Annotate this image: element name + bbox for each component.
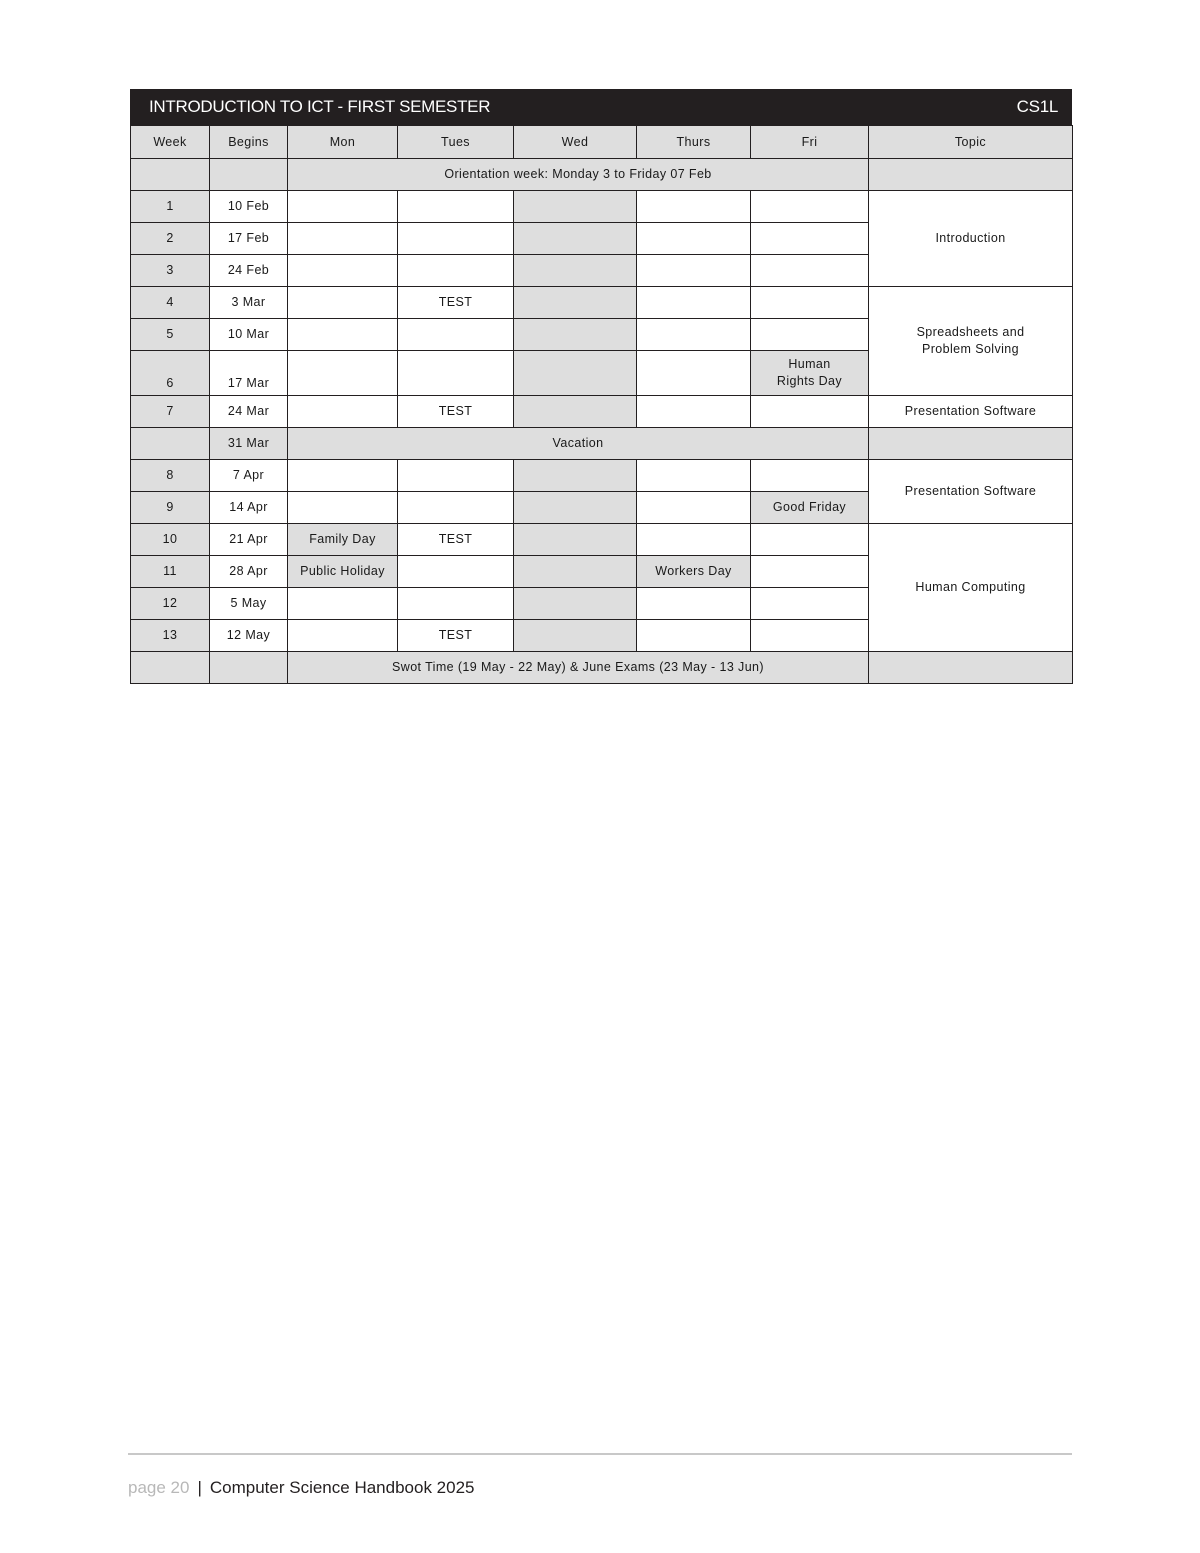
wed-cell [514, 556, 637, 588]
mon-cell [288, 319, 398, 351]
fri-cell [751, 620, 869, 652]
fri-cell [751, 351, 869, 396]
begins-cell: 28 Apr [210, 556, 288, 588]
table-row [131, 287, 1073, 319]
tues-cell [398, 351, 514, 396]
vacation-cell: Vacation [288, 428, 869, 460]
tues-cell [398, 556, 514, 588]
col-header-tues: Tues [398, 126, 514, 159]
week-cell: 2 [131, 223, 210, 255]
thurs-cell [637, 620, 751, 652]
week-cell: 3 [131, 255, 210, 287]
page-number: page 20 [128, 1478, 190, 1497]
week-cell: 8 [131, 460, 210, 492]
thurs-cell [637, 191, 751, 223]
wed-cell [514, 287, 637, 319]
begins-cell: 24 Feb [210, 255, 288, 287]
tues-cell [398, 492, 514, 524]
col-header-topic: Topic [869, 126, 1073, 159]
mon-cell [288, 460, 398, 492]
mon-cell [288, 492, 398, 524]
mon-cell [288, 396, 398, 428]
wed-cell [514, 524, 637, 556]
topic-cell [869, 287, 1073, 396]
schedule-title-bar [130, 89, 1072, 125]
tues-cell [398, 460, 514, 492]
topic-cell [869, 652, 1073, 684]
tues-cell [398, 319, 514, 351]
mon-cell: Family Day [288, 524, 398, 556]
mon-cell [288, 255, 398, 287]
topic-cell: Introduction [869, 191, 1073, 287]
mon-cell [288, 223, 398, 255]
fri-cell [751, 255, 869, 287]
begins-cell: 10 Feb [210, 191, 288, 223]
begins-cell: 5 May [210, 588, 288, 620]
tues-cell: TEST [398, 524, 514, 556]
begins-cell: 17 Feb [210, 223, 288, 255]
begins-cell: 10 Mar [210, 319, 288, 351]
mon-cell [288, 351, 398, 396]
wed-cell [514, 351, 637, 396]
vacation-row [131, 428, 1073, 460]
exams-cell: Swot Time (19 May - 22 May) & June Exams (23 May - 13 Jun) [288, 652, 869, 684]
fri-cell [751, 223, 869, 255]
thurs-cell [637, 492, 751, 524]
begins-cell: 24 Mar [210, 396, 288, 428]
course-code: CS1L [1016, 97, 1058, 116]
fri-cell [751, 287, 869, 319]
fri-cell [751, 588, 869, 620]
fri-cell [751, 319, 869, 351]
page-footer [128, 1478, 475, 1498]
col-header-fri: Fri [751, 126, 869, 159]
schedule-sheet [130, 89, 1072, 684]
topic-label: Spreadsheets and Problem Solving [916, 325, 1025, 356]
tues-cell: TEST [398, 396, 514, 428]
week-cell [131, 428, 210, 460]
col-header-begins: Begins [210, 126, 288, 159]
begins-cell [210, 652, 288, 684]
topic-cell: Presentation Software [869, 460, 1073, 524]
thurs-cell [637, 287, 751, 319]
wed-cell [514, 620, 637, 652]
exams-row [131, 652, 1073, 684]
wed-cell [514, 492, 637, 524]
tues-cell: TEST [398, 287, 514, 319]
schedule-table [130, 125, 1073, 684]
fri-cell: Good Friday [751, 492, 869, 524]
document-title: Computer Science Handbook 2025 [209, 1478, 475, 1497]
week-cell: 12 [131, 588, 210, 620]
col-header-thurs: Thurs [637, 126, 751, 159]
week-cell: 6 [131, 351, 210, 396]
table-row [131, 191, 1073, 223]
thurs-cell: Workers Day [637, 556, 751, 588]
thurs-cell [637, 396, 751, 428]
begins-cell: 7 Apr [210, 460, 288, 492]
fri-cell [751, 191, 869, 223]
table-row [131, 460, 1073, 492]
week-cell: 1 [131, 191, 210, 223]
mon-cell [288, 620, 398, 652]
tues-cell [398, 191, 514, 223]
mon-cell [288, 191, 398, 223]
tues-cell [398, 223, 514, 255]
wed-cell [514, 396, 637, 428]
begins-cell [210, 159, 288, 191]
week-cell: 5 [131, 319, 210, 351]
wed-cell [514, 588, 637, 620]
wed-cell [514, 223, 637, 255]
wed-cell [514, 319, 637, 351]
wed-cell [514, 191, 637, 223]
week-cell [131, 159, 210, 191]
topic-cell [869, 159, 1073, 191]
header-row [131, 126, 1073, 159]
week-cell: 11 [131, 556, 210, 588]
fri-cell [751, 460, 869, 492]
begins-cell: 14 Apr [210, 492, 288, 524]
mon-cell [288, 287, 398, 319]
week-cell [131, 652, 210, 684]
col-header-week: Week [131, 126, 210, 159]
week-cell: 9 [131, 492, 210, 524]
begins-cell: 31 Mar [210, 428, 288, 460]
thurs-cell [637, 524, 751, 556]
fri-cell [751, 396, 869, 428]
table-row [131, 396, 1073, 428]
week-cell: 13 [131, 620, 210, 652]
fri-cell [751, 556, 869, 588]
topic-cell [869, 428, 1073, 460]
mon-cell [288, 588, 398, 620]
begins-cell: 17 Mar [210, 351, 288, 396]
tues-cell [398, 255, 514, 287]
thurs-cell [637, 351, 751, 396]
week-cell: 4 [131, 287, 210, 319]
week-cell: 7 [131, 396, 210, 428]
footer-divider [128, 1453, 1072, 1455]
footer-separator: | [197, 1478, 202, 1497]
begins-cell: 3 Mar [210, 287, 288, 319]
col-header-wed: Wed [514, 126, 637, 159]
thurs-cell [637, 319, 751, 351]
begins-cell: 21 Apr [210, 524, 288, 556]
table-row [131, 524, 1073, 556]
tues-cell [398, 588, 514, 620]
mon-cell: Public Holiday [288, 556, 398, 588]
topic-cell: Human Computing [869, 524, 1073, 652]
wed-cell [514, 255, 637, 287]
thurs-cell [637, 460, 751, 492]
schedule-title: INTRODUCTION TO ICT - FIRST SEMESTER [149, 97, 491, 116]
holiday-label: Human Rights Day [776, 357, 843, 388]
fri-cell [751, 524, 869, 556]
begins-cell: 12 May [210, 620, 288, 652]
topic-cell: Presentation Software [869, 396, 1073, 428]
col-header-mon: Mon [288, 126, 398, 159]
wed-cell [514, 460, 637, 492]
week-cell: 10 [131, 524, 210, 556]
tues-cell: TEST [398, 620, 514, 652]
orientation-row [131, 159, 1073, 191]
thurs-cell [637, 223, 751, 255]
orientation-cell: Orientation week: Monday 3 to Friday 07 Feb [288, 159, 869, 191]
thurs-cell [637, 255, 751, 287]
thurs-cell [637, 588, 751, 620]
